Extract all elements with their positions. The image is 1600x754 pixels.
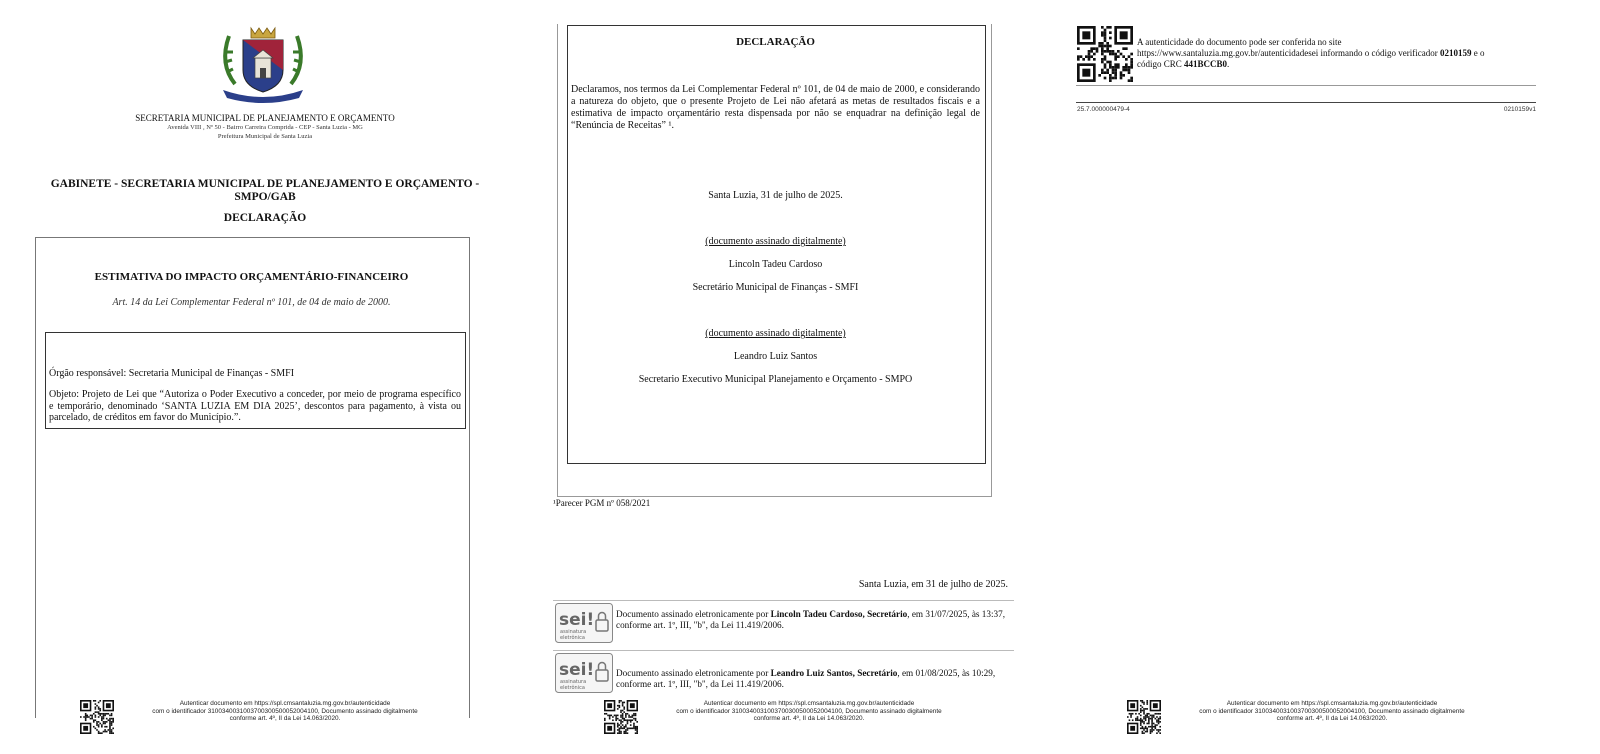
footer-line-1: Autenticar documento em https://spl.cmsantaluzia.mg.gov.br/autenticidade [1226,700,1438,707]
secretaria-header [60,114,470,141]
sei-logo-word: sei! [559,610,595,630]
secretaria-name: SECRETARIA MUNICIPAL DE PLANEJAMENTO E ORÇAMENTO [135,113,395,123]
document-version: 0210159v1 [1503,106,1536,113]
declaracao-heading-2: DECLARAÇÃO [736,36,815,48]
crc-code: 441BCCB0 [1184,59,1228,69]
signed-note-2: (documento assinado digitalmente) [705,328,846,339]
divider [1076,102,1536,103]
divider [1076,85,1536,86]
authenticity-line-3 [1137,59,1537,70]
closing-place-date: Santa Luzia, em 31 de julho de 2025. [858,579,1008,590]
footer-line-2: com o identificador 3100340031003700300500052004100, Documento assinado digitalmente [152,707,418,715]
orgao-responsavel: Órgão responsável: Secretaria Municipal de Finanças - SMFI [49,368,295,379]
sei-logo-icon [555,653,613,693]
declaracao-heading: DECLARAÇÃO [223,212,307,224]
verification-code: 0210159 [1440,48,1472,58]
qr-code-icon[interactable] [604,700,638,734]
authenticity-url[interactable]: https://www.santaluzia.mg.gov.br/autenticidadesei informando o código verificador [1137,48,1440,58]
document-page-1 [0,0,530,754]
footer-line-3: conforme art. 4º, II da Lei 14.063/2020. [1276,715,1388,722]
sei-logo-sub-1: assinatura [560,679,587,685]
qr-code-icon[interactable] [80,700,114,734]
prefeitura-name: Prefeitura Municipal de Santa Luzia [217,133,313,140]
svg-text:· · ·: · · · [259,93,267,98]
crc-end: . [1227,59,1230,69]
footer-line-3: conforme art. 4º, II da Lei 14.063/2020. [753,715,865,722]
authenticity-line-1: A autenticidade do documento pode ser conferida no site [1137,37,1342,47]
estimativa-title: ESTIMATIVA DO IMPACTO ORÇAMENTÁRIO-FINANCEIRO [94,271,409,283]
footer-line-1: Autenticar documento em https://spl.cmsantaluzia.mg.gov.br/autenticidade [703,700,915,707]
sei-logo-sub-2: eletrônica [560,685,585,691]
authentication-footer [120,700,450,723]
declaracao-body: Declaramos, nos termos da Lei Complementar Federal nº 101, de 04 de maio de 2000, e considerando a natureza do objeto, que o presente Projeto de Lei não afetará as metas de resultados fiscais e a estimativa de impacto orçamentário resta dispensada por não se enquadrar na definição legal de “Renúncia de Receitas” ¹. [571,84,980,131]
footer-line-2: com o identificador 3100340031003700300500052004100, Documento assinado digitalmente [1199,707,1465,715]
sei-2-pre: Documento assinado eletronicamente por [616,668,771,678]
sei-qr-code-icon[interactable] [1077,26,1133,82]
legal-reference: Art. 14 da Lei Complementar Federal nº 101, de 04 de maio de 2000. [112,297,391,308]
sei-logo-icon [555,603,613,643]
sei-logo-sub-1: assinatura [560,629,587,635]
sei-1-signer: Lincoln Tadeu Cardoso, Secretário [770,609,908,619]
gabinete-title: GABINETE - SECRETARIA MUNICIPAL DE PLANEJAMENTO E ORÇAMENTO - SMPO/GAB [50,178,480,203]
footer-line-1: Autenticar documento em https://spl.cmsantaluzia.mg.gov.br/autenticidade [179,700,391,707]
authentication-footer [1167,700,1497,723]
sei-signature-1 [553,600,1014,645]
authenticity-line-2 [1137,48,1537,59]
sei-signature-2 [553,650,1014,695]
document-page-3 [1065,0,1600,754]
sei-signature-1-text [616,609,1011,631]
objeto-text: Objeto: Projeto de Lei que “Autoriza o Poder Executivo a conceder, por meio de programa específico e temporário, denominado ‘SANTA LUZIA EM DIA 2025’, descontos para pagamento, à vista ou parcelado, de créditos em favor do Município.”. [49,389,461,423]
qr-code-icon[interactable] [1127,700,1161,734]
sei-1-post: , em 31/07/2025, às 13:37, conforme art. 1º, III, "b", da Lei 11.419/2006. [616,609,1005,630]
footnote: ¹Parecer PGM nº 058/2021 [553,498,651,508]
sei-logo-sub-2: eletrônica [560,635,585,641]
footer-line-2: com o identificador 3100340031003700300500052004100, Documento assinado digitalmente [676,707,942,715]
signed-note-1: (documento assinado digitalmente) [705,236,846,247]
signer-2-role: Secretario Executivo Municipal Planejamento e Orçamento - SMPO [638,374,913,385]
signer-1-role: Secretário Municipal de Finanças - SMFI [692,282,859,293]
process-number: 25.7.000000479-4 [1077,106,1130,113]
crc-label: código CRC [1137,59,1185,69]
authenticity-line-2-end: e o [1471,48,1485,58]
signer-2-name: Leandro Luiz Santos [733,351,818,362]
secretaria-address: Avenida VIII , Nº 50 - Bairro Carreira Comprida - CEP - Santa Luzia - MG [167,124,363,131]
sei-logo-word: sei! [559,660,595,680]
sei-signature-2-text [616,668,1011,690]
municipal-crest-logo [215,24,311,104]
authenticity-notice [1137,37,1537,70]
place-date: Santa Luzia, 31 de julho de 2025. [708,190,843,201]
authentication-footer [644,700,974,723]
sei-2-post: , em 01/08/2025, às 10:29, conforme art. 1º, III, "b", da Lei 11.419/2006. [616,668,996,689]
footer-line-3: conforme art. 4º, II da Lei 14.063/2020. [229,715,341,722]
sei-1-pre: Documento assinado eletronicamente por [616,609,771,619]
estimativa-frame [35,237,470,718]
sei-2-signer: Leandro Luiz Santos, Secretário [770,668,898,678]
signer-1-name: Lincoln Tadeu Cardoso [728,259,823,270]
